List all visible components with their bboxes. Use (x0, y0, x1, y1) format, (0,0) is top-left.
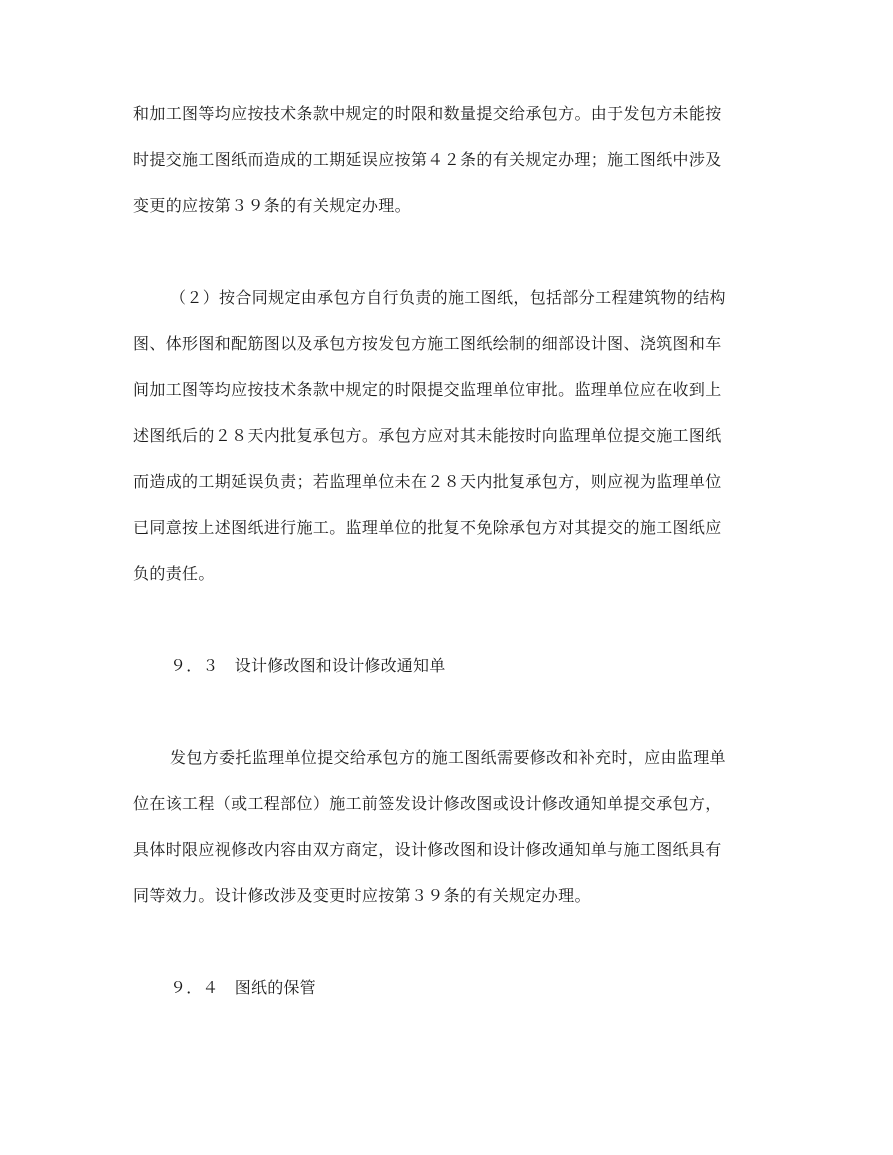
paragraph-2-line-7: 负的责任。 (133, 564, 215, 583)
paragraph-3-line-1: 发包方委托监理单位提交给承包方的施工图纸需要修改和补充时，应由监理单 (170, 748, 726, 767)
paragraph-3-line-2: 位在该工程（或工程部位）施工前签发设计修改图或设计修改通知单提交承包方， (133, 794, 722, 813)
section-heading-9-3: ９．３ 设计修改图和设计修改通知单 (170, 656, 446, 675)
paragraph-2-line-3: 间加工图等均应按技术条款中规定的时限提交监理单位审批。监理单位应在收到上 (133, 380, 722, 399)
paragraph-1-line-2: 时提交施工图纸而造成的工期延误应按第４２条的有关规定办理；施工图纸中涉及 (133, 150, 722, 169)
paragraph-3-line-3: 具体时限应视修改内容由双方商定，设计修改图和设计修改通知单与施工图纸具有 (133, 840, 722, 859)
paragraph-2-line-5: 而造成的工期延误负责；若监理单位未在２８天内批复承包方，则应视为监理单位 (133, 472, 722, 491)
paragraph-2-line-2: 图、体形图和配筋图以及承包方按发包方施工图纸绘制的细部设计图、浇筑图和车 (133, 334, 722, 353)
section-heading-9-4: ９．４ 图纸的保管 (170, 978, 316, 997)
paragraph-2-line-4: 述图纸后的２８天内批复承包方。承包方应对其未能按时向监理单位提交施工图纸 (133, 426, 722, 445)
paragraph-2-line-6: 已同意按上述图纸进行施工。监理单位的批复不免除承包方对其提交的施工图纸应 (133, 518, 722, 537)
paragraph-2-line-1: （２）按合同规定由承包方自行负责的施工图纸，包括部分工程建筑物的结构 (170, 288, 726, 307)
paragraph-1-line-1: 和加工图等均应按技术条款中规定的时限和数量提交给承包方。由于发包方未能按 (133, 104, 722, 123)
paragraph-3-line-4: 同等效力。设计修改涉及变更时应按第３９条的有关规定办理。 (133, 886, 591, 905)
paragraph-1-line-3: 变更的应按第３９条的有关规定办理。 (133, 196, 411, 215)
